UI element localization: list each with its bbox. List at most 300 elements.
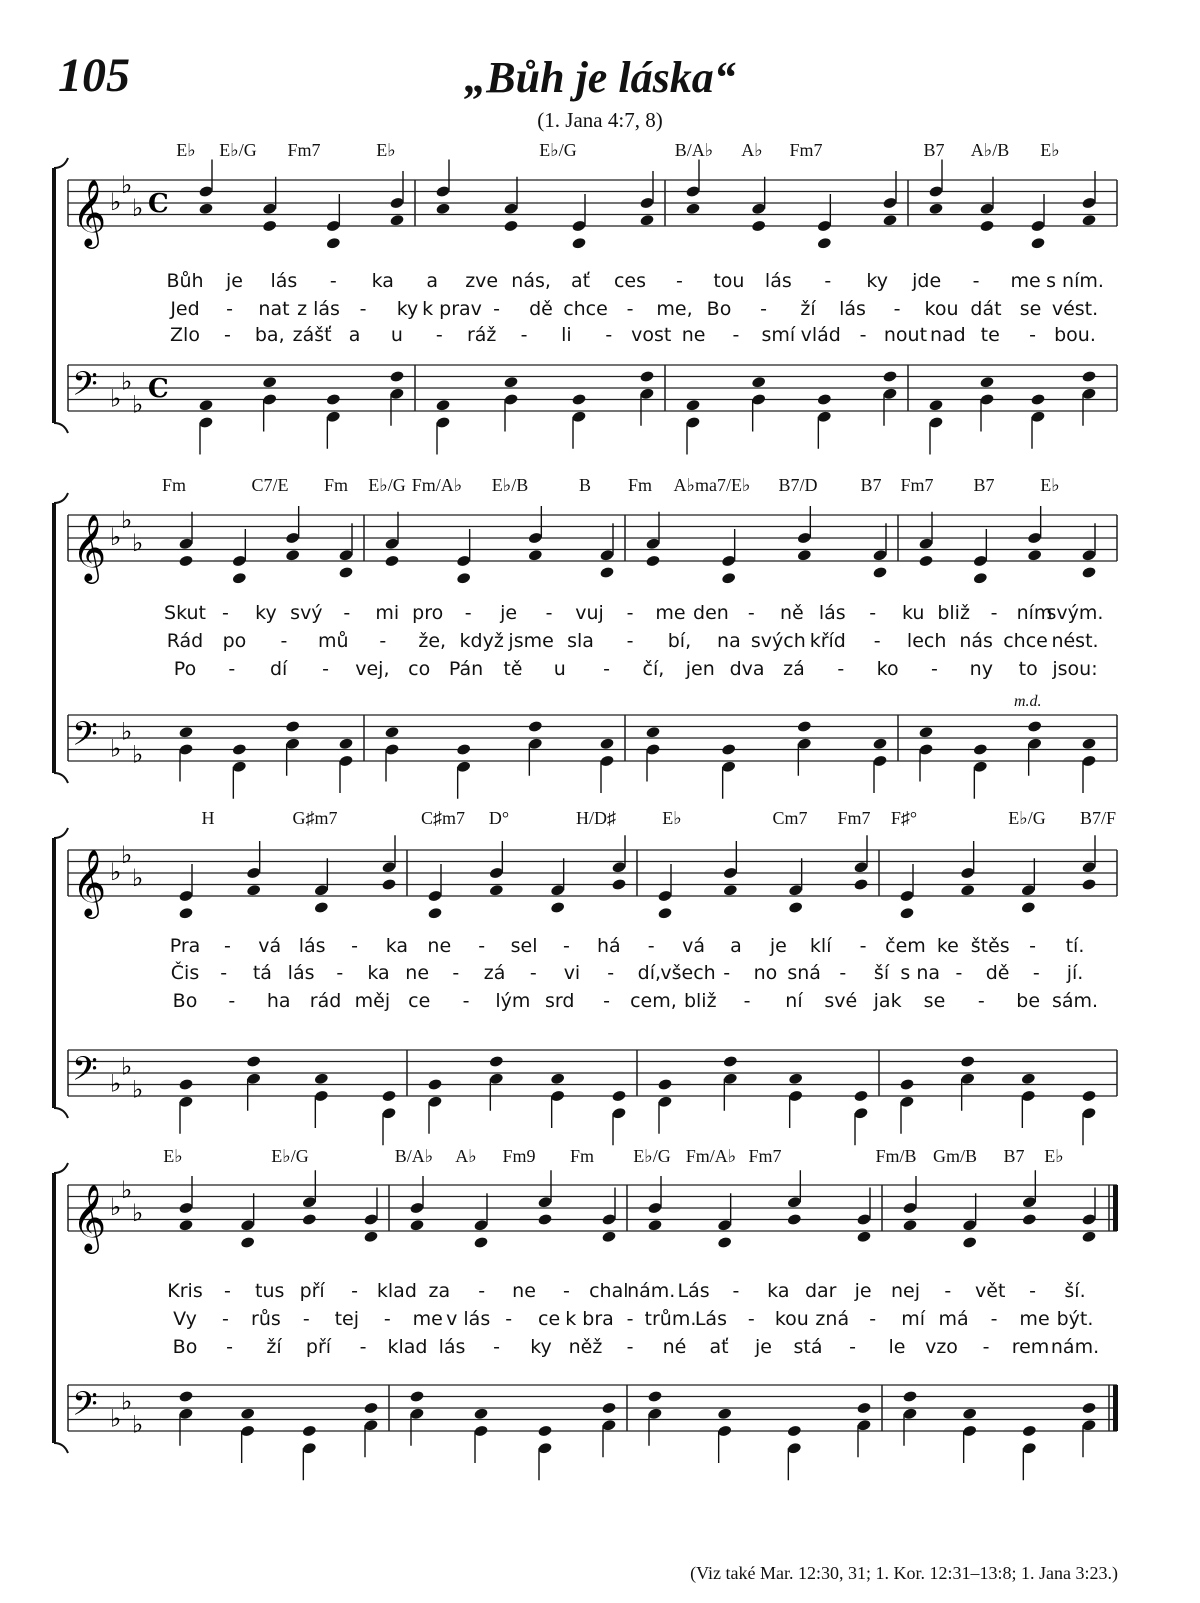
notehead bbox=[240, 1407, 255, 1420]
lyric-syllable: - bbox=[464, 602, 472, 624]
lyric-syllable: zá bbox=[783, 658, 805, 680]
notehead bbox=[489, 884, 504, 897]
notehead bbox=[599, 566, 614, 579]
lyric-syllable: a bbox=[730, 935, 742, 957]
lyric-syllable: - bbox=[529, 962, 537, 984]
lyric-syllable: ka bbox=[371, 270, 394, 292]
lyric-syllable: se bbox=[923, 990, 946, 1012]
flat-sign: ♭ bbox=[132, 1198, 144, 1227]
lyric-syllable: - bbox=[647, 935, 655, 957]
lyric-syllable: - bbox=[990, 1308, 998, 1330]
lyric-syllable: zá bbox=[483, 962, 506, 984]
notehead bbox=[435, 399, 450, 412]
chord-symbol: G♯m7 bbox=[292, 808, 338, 828]
lyric-syllable: le bbox=[888, 1336, 906, 1358]
notehead bbox=[611, 1089, 626, 1102]
notehead bbox=[751, 219, 766, 232]
notehead bbox=[960, 1055, 975, 1068]
notehead bbox=[647, 1390, 662, 1403]
lyric-syllable: se bbox=[1019, 298, 1042, 320]
chord-symbol: Fm bbox=[161, 475, 187, 495]
lyric-syllable: pro bbox=[412, 602, 444, 624]
lyric-syllable: ky bbox=[396, 298, 419, 320]
chord-symbol: F♯° bbox=[890, 808, 918, 828]
lyric-syllable: ka bbox=[767, 1280, 790, 1302]
flat-sign: ♭ bbox=[110, 384, 122, 413]
scripture-reference: (1. Jana 4:7, 8) bbox=[537, 108, 663, 132]
notehead bbox=[550, 901, 565, 914]
lyric-syllable: štěs bbox=[970, 935, 1010, 957]
lyric-syllable: - bbox=[869, 602, 877, 624]
lyric-syllable: tej bbox=[334, 1308, 360, 1330]
notehead bbox=[363, 1401, 378, 1414]
lyric-syllable: k bra bbox=[565, 1308, 614, 1330]
flat-sign: ♭ bbox=[121, 1175, 133, 1204]
chord-symbol: E♭ bbox=[176, 140, 196, 160]
notehead bbox=[973, 572, 988, 585]
chord-row-3 bbox=[0, 808, 1200, 834]
notehead bbox=[902, 1390, 917, 1403]
lyric-syllable: ním bbox=[1016, 602, 1053, 624]
notehead bbox=[246, 1055, 261, 1068]
lyric-syllable: - bbox=[931, 658, 938, 680]
lyric-syllable: lás bbox=[764, 270, 792, 292]
notehead bbox=[285, 549, 300, 562]
lyric-syllable: jí. bbox=[1066, 962, 1084, 984]
notehead bbox=[427, 1078, 442, 1091]
lyric-syllable: - bbox=[839, 962, 847, 984]
lyric-syllable: když bbox=[459, 630, 504, 652]
notehead bbox=[384, 554, 399, 567]
chord-symbol: B7 bbox=[860, 475, 882, 495]
chord-symbol: C7/E bbox=[251, 475, 289, 495]
chord-symbol: A♭ma7/E♭ bbox=[673, 475, 751, 495]
chord-symbol: Fm9 bbox=[502, 1146, 536, 1166]
notehead bbox=[456, 572, 471, 585]
notehead bbox=[178, 907, 193, 920]
lyric-syllable: vi bbox=[563, 962, 581, 984]
lyric-syllable: ráž bbox=[466, 324, 497, 346]
lyric-syllable: - bbox=[849, 1336, 856, 1358]
lyric-syllable: - bbox=[562, 1280, 570, 1302]
lyric-syllable: - bbox=[743, 990, 751, 1012]
notehead bbox=[489, 1055, 504, 1068]
notehead bbox=[639, 214, 654, 227]
lyric-syllable: chce bbox=[1003, 630, 1048, 652]
lyric-line bbox=[0, 324, 1200, 352]
bracket-hook bbox=[54, 423, 68, 433]
lyric-syllable: lás bbox=[298, 935, 326, 957]
lyric-syllable: a bbox=[426, 270, 439, 292]
notehead bbox=[856, 1401, 871, 1414]
lyric-syllable: - bbox=[520, 324, 528, 346]
treble-clef: 𝄞 bbox=[72, 513, 107, 581]
lyric-syllable: - bbox=[228, 990, 236, 1012]
lyric-syllable: Čis bbox=[170, 962, 200, 984]
lyric-syllable: te bbox=[980, 324, 1000, 346]
chord-symbol: E♭ bbox=[163, 1146, 183, 1166]
notehead bbox=[389, 370, 404, 383]
lyric-syllable: - bbox=[760, 298, 767, 320]
lyric-syllable: no bbox=[753, 962, 778, 984]
lyric-syllable: sel bbox=[510, 935, 538, 957]
notehead bbox=[787, 1213, 802, 1226]
lyric-syllable: být. bbox=[1056, 1308, 1094, 1330]
notehead bbox=[381, 1089, 396, 1102]
lyric-syllable: - bbox=[626, 298, 634, 320]
notehead bbox=[178, 726, 193, 739]
lyric-syllable: Zlo bbox=[170, 324, 200, 346]
chord-symbol: E♭/G bbox=[271, 1146, 309, 1166]
lyric-syllable: tě bbox=[503, 658, 523, 680]
notehead bbox=[1081, 214, 1096, 227]
lyric-syllable: ce bbox=[538, 1308, 561, 1330]
chord-row-4 bbox=[0, 1146, 1200, 1172]
lyric-syllable: nej bbox=[890, 1280, 920, 1302]
lyric-syllable: - bbox=[226, 298, 233, 320]
bass-clef: 𝄢 bbox=[72, 1050, 98, 1097]
final-barline bbox=[1113, 1185, 1118, 1231]
lyric-syllable: - bbox=[452, 962, 460, 984]
notehead bbox=[326, 393, 341, 406]
time-signature: C bbox=[148, 189, 169, 219]
lyric-syllable: jak bbox=[873, 990, 902, 1012]
chord-symbol: Fm7 bbox=[748, 1146, 782, 1166]
chord-symbol: E♭/G bbox=[1008, 808, 1046, 828]
flat-sign: ♭ bbox=[121, 170, 133, 199]
lyric-syllable: - bbox=[747, 1308, 755, 1330]
notehead bbox=[503, 219, 518, 232]
chord-symbol: B7/F bbox=[1079, 808, 1117, 828]
lyric-syllable: - bbox=[626, 1336, 634, 1358]
lyric-syllable: své bbox=[824, 990, 858, 1012]
lyric-syllable: - bbox=[383, 1308, 391, 1330]
notehead bbox=[872, 737, 887, 750]
lyric-syllable: - bbox=[351, 1280, 358, 1302]
flat-sign: ♭ bbox=[121, 840, 133, 869]
lyric-syllable: - bbox=[223, 935, 231, 957]
lyric-syllable: u bbox=[553, 658, 566, 680]
lyric-syllable: sná bbox=[787, 962, 821, 984]
lyric-syllable: Bo bbox=[172, 1336, 198, 1358]
lyric-syllable: nás, bbox=[511, 270, 551, 292]
lyric-syllable: tí. bbox=[1065, 935, 1085, 957]
lyric-syllable: me bbox=[1019, 1308, 1050, 1330]
hymn-title: „Bůh je láska“ bbox=[464, 53, 736, 102]
lyric-syllable: zná bbox=[815, 1308, 850, 1330]
lyric-line bbox=[0, 990, 1200, 1018]
lyric-syllable: Lás bbox=[694, 1308, 727, 1330]
lyric-syllable: svým. bbox=[1046, 602, 1104, 624]
lyric-syllable: dva bbox=[729, 658, 765, 680]
chord-symbol: Fm bbox=[569, 1146, 595, 1166]
flat-sign: ♭ bbox=[110, 1193, 122, 1221]
notehead bbox=[899, 907, 914, 920]
lyric-syllable: dí, bbox=[637, 962, 662, 984]
lyric-syllable: ží bbox=[800, 298, 816, 320]
lyric-syllable: - bbox=[626, 630, 634, 652]
notehead bbox=[647, 1219, 662, 1232]
lyric-syllable: vost bbox=[631, 324, 672, 346]
lyric-syllable: dě bbox=[529, 298, 553, 320]
lyric-syllable: vlád bbox=[800, 324, 841, 346]
lyric-syllable: ne bbox=[512, 1280, 536, 1302]
notehead bbox=[232, 743, 247, 756]
lyric-syllable: Jed bbox=[170, 298, 200, 320]
notehead bbox=[685, 202, 700, 215]
lyric-syllable: sla bbox=[567, 630, 594, 652]
lyric-syllable: lech bbox=[906, 630, 947, 652]
notehead bbox=[639, 370, 654, 383]
lyric-syllable: ku bbox=[901, 602, 925, 624]
lyric-syllable: ží bbox=[266, 1336, 282, 1358]
lyric-syllable: nést. bbox=[1051, 630, 1099, 652]
flat-sign: ♭ bbox=[110, 734, 122, 763]
lyric-syllable: má bbox=[938, 1308, 969, 1330]
notehead bbox=[363, 1230, 378, 1243]
final-barline bbox=[1113, 1385, 1118, 1431]
lyric-syllable: tus bbox=[255, 1280, 285, 1302]
chord-symbol: B bbox=[578, 475, 592, 495]
lyric-syllable: ne bbox=[427, 935, 452, 957]
chord-symbol: E♭/G bbox=[633, 1146, 671, 1166]
lyric-syllable: vět bbox=[975, 1280, 1006, 1302]
notehead bbox=[178, 1078, 193, 1091]
flat-sign: ♭ bbox=[132, 863, 144, 892]
lyric-syllable: - bbox=[223, 1280, 231, 1302]
lyric-syllable: me bbox=[1010, 270, 1041, 292]
lyric-syllable: me bbox=[655, 602, 686, 624]
lyric-syllable: kou bbox=[924, 298, 959, 320]
lyric-syllable: Pán bbox=[448, 658, 484, 680]
lyric-syllable: - bbox=[955, 962, 963, 984]
lyric-syllable: lás bbox=[839, 298, 866, 320]
notehead bbox=[178, 1219, 193, 1232]
lyric-syllable: be bbox=[1016, 990, 1041, 1012]
lyric-syllable: něž bbox=[568, 1336, 603, 1358]
chord-symbol: B7 bbox=[1003, 1146, 1025, 1166]
lyric-syllable: - bbox=[505, 1308, 513, 1330]
lyric-syllable: ka bbox=[367, 962, 390, 984]
hymn-number: 105 bbox=[58, 49, 130, 102]
notehead bbox=[1081, 566, 1096, 579]
notehead bbox=[872, 566, 887, 579]
lyric-syllable: srd bbox=[545, 990, 575, 1012]
lyric-syllable: sám. bbox=[1051, 990, 1099, 1012]
lyric-syllable: - bbox=[226, 1336, 233, 1358]
notehead bbox=[198, 399, 213, 412]
flat-sign: ♭ bbox=[110, 188, 122, 216]
notehead bbox=[856, 1230, 871, 1243]
performance-marking: m.d. bbox=[1014, 693, 1042, 710]
notehead bbox=[1081, 1401, 1096, 1414]
lyric-syllable: ce bbox=[408, 990, 431, 1012]
lyric-syllable: nat bbox=[258, 298, 290, 320]
lyric-syllable: - bbox=[280, 630, 288, 652]
lyric-syllable: na bbox=[717, 630, 741, 652]
lyric-syllable: čem bbox=[885, 935, 926, 957]
lyric-syllable: ně bbox=[779, 602, 804, 624]
chord-symbol: Fm7 bbox=[789, 140, 823, 160]
lyric-syllable: lás bbox=[287, 962, 315, 984]
lyric-syllable: - bbox=[462, 990, 470, 1012]
chord-symbol: Fm/A♭ bbox=[685, 1146, 737, 1166]
lyric-syllable: klí bbox=[809, 935, 832, 957]
lyric-syllable: ko bbox=[876, 658, 899, 680]
chord-symbol: E♭/G bbox=[539, 140, 577, 160]
notehead bbox=[384, 726, 399, 739]
notehead bbox=[797, 549, 812, 562]
notehead bbox=[928, 399, 943, 412]
lyric-syllable: - bbox=[603, 990, 611, 1012]
lyric-syllable: - bbox=[972, 270, 980, 292]
notehead bbox=[918, 554, 933, 567]
lyric-syllable: - bbox=[322, 658, 329, 680]
lyric-syllable: tou bbox=[713, 270, 745, 292]
lyric-syllable: je bbox=[225, 270, 243, 292]
lyric-syllable: je bbox=[769, 935, 787, 957]
flat-sign: ♭ bbox=[121, 367, 133, 396]
lyric-line bbox=[0, 962, 1200, 990]
notehead bbox=[302, 1424, 317, 1437]
notehead bbox=[960, 884, 975, 897]
notehead bbox=[427, 907, 442, 920]
lyric-line bbox=[0, 270, 1200, 298]
lyric-syllable: lás bbox=[270, 270, 298, 292]
notehead bbox=[601, 1230, 616, 1243]
lyric-syllable: jde bbox=[912, 270, 942, 292]
lyric-syllable: Kris bbox=[167, 1280, 203, 1302]
chord-symbol: A♭ bbox=[455, 1146, 477, 1166]
bass-clef: 𝄢 bbox=[72, 1385, 98, 1432]
chord-symbol: C♯m7 bbox=[420, 808, 466, 828]
chord-row-2 bbox=[0, 475, 1200, 501]
lyric-syllable: ky bbox=[530, 1336, 552, 1358]
lyric-syllable: - bbox=[351, 935, 358, 957]
lyric-syllable: Rád bbox=[166, 630, 204, 652]
flat-sign: ♭ bbox=[132, 740, 144, 769]
notehead bbox=[723, 1055, 738, 1068]
lyric-syllable: ha bbox=[266, 990, 291, 1012]
notehead bbox=[473, 1407, 488, 1420]
notehead bbox=[685, 399, 700, 412]
lyric-syllable: bliž bbox=[937, 602, 970, 624]
chord-symbol: E♭ bbox=[1044, 1146, 1064, 1166]
chord-symbol: Gm/B bbox=[932, 1146, 978, 1166]
treble-clef: 𝄞 bbox=[72, 1183, 107, 1251]
flat-sign: ♭ bbox=[110, 523, 122, 551]
lyric-syllable: Bo bbox=[706, 298, 732, 320]
lyric-syllable: - bbox=[336, 962, 344, 984]
notehead bbox=[302, 1213, 317, 1226]
lyric-syllable: trům. bbox=[644, 1308, 697, 1330]
notehead bbox=[537, 1213, 552, 1226]
lyric-syllable: vej, bbox=[355, 658, 390, 680]
notehead bbox=[262, 219, 277, 232]
lyric-syllable: svých bbox=[750, 630, 806, 652]
lyric-syllable: rád bbox=[309, 990, 342, 1012]
lyric-syllable: - bbox=[732, 1280, 740, 1302]
lyric-syllable: to bbox=[1018, 658, 1038, 680]
notehead bbox=[788, 1072, 803, 1085]
notehead bbox=[1027, 720, 1042, 733]
chord-symbol: Fm bbox=[323, 475, 349, 495]
lyric-syllable: že, bbox=[418, 630, 447, 652]
lyric-line bbox=[0, 658, 1200, 686]
notehead bbox=[657, 1078, 672, 1091]
notehead bbox=[1022, 1213, 1037, 1226]
lyric-syllable: jsou: bbox=[1052, 658, 1098, 680]
lyric-syllable: stá bbox=[793, 1336, 823, 1358]
lyric-syllable: vuj bbox=[575, 602, 604, 624]
lyric-syllable: jsme bbox=[508, 630, 554, 652]
notehead bbox=[928, 202, 943, 215]
notehead bbox=[314, 901, 329, 914]
bass-clef: 𝄢 bbox=[72, 715, 98, 762]
notehead bbox=[882, 214, 897, 227]
flat-sign: ♭ bbox=[110, 1404, 122, 1433]
lyric-syllable: - bbox=[859, 935, 867, 957]
lyric-syllable: - bbox=[478, 935, 486, 957]
lyric-syllable: smí bbox=[761, 324, 796, 346]
notehead bbox=[338, 737, 353, 750]
notehead bbox=[645, 554, 660, 567]
notehead bbox=[611, 878, 626, 891]
notehead bbox=[962, 1407, 977, 1420]
lyric-syllable: Vy bbox=[173, 1308, 197, 1330]
lyric-syllable: klad bbox=[376, 1280, 417, 1302]
notehead bbox=[1081, 1230, 1096, 1243]
lyric-syllable: nám. bbox=[627, 1280, 676, 1302]
notehead bbox=[918, 726, 933, 739]
lyric-syllable: dát bbox=[970, 298, 1002, 320]
flat-sign: ♭ bbox=[110, 858, 122, 886]
lyric-syllable: - bbox=[478, 1280, 486, 1302]
notehead bbox=[797, 720, 812, 733]
lyric-syllable: - bbox=[676, 270, 683, 292]
lyric-syllable: - bbox=[944, 1280, 952, 1302]
chord-symbol: A♭/B bbox=[970, 140, 1010, 160]
lyric-syllable: kříd bbox=[809, 630, 846, 652]
lyric-syllable: vzo bbox=[925, 1336, 958, 1358]
lyric-syllable: za bbox=[428, 1280, 451, 1302]
lyric-syllable: Bo bbox=[172, 990, 198, 1012]
lyric-syllable: - bbox=[869, 1308, 877, 1330]
lyric-syllable: chce bbox=[563, 298, 608, 320]
notehead bbox=[817, 237, 832, 250]
chord-symbol: E♭/G bbox=[219, 140, 257, 160]
lyric-syllable: bí, bbox=[667, 630, 692, 652]
lyric-syllable: vá bbox=[258, 935, 282, 957]
notehead bbox=[326, 237, 341, 250]
notehead bbox=[1030, 237, 1045, 250]
notehead bbox=[314, 1072, 329, 1085]
notehead bbox=[1027, 549, 1042, 562]
lyric-line bbox=[0, 935, 1200, 963]
notehead bbox=[853, 1089, 868, 1102]
lyric-line bbox=[0, 630, 1200, 658]
lyric-syllable: je bbox=[854, 1280, 872, 1302]
lyric-syllable: li bbox=[561, 324, 572, 346]
chord-symbol: B7/D bbox=[778, 475, 818, 495]
notehead bbox=[721, 743, 736, 756]
chord-symbol: E♭ bbox=[1040, 140, 1060, 160]
notehead bbox=[178, 1390, 193, 1403]
notehead bbox=[456, 743, 471, 756]
notehead bbox=[240, 1236, 255, 1249]
lyric-line bbox=[0, 298, 1200, 326]
lyric-syllable: - bbox=[222, 602, 229, 624]
